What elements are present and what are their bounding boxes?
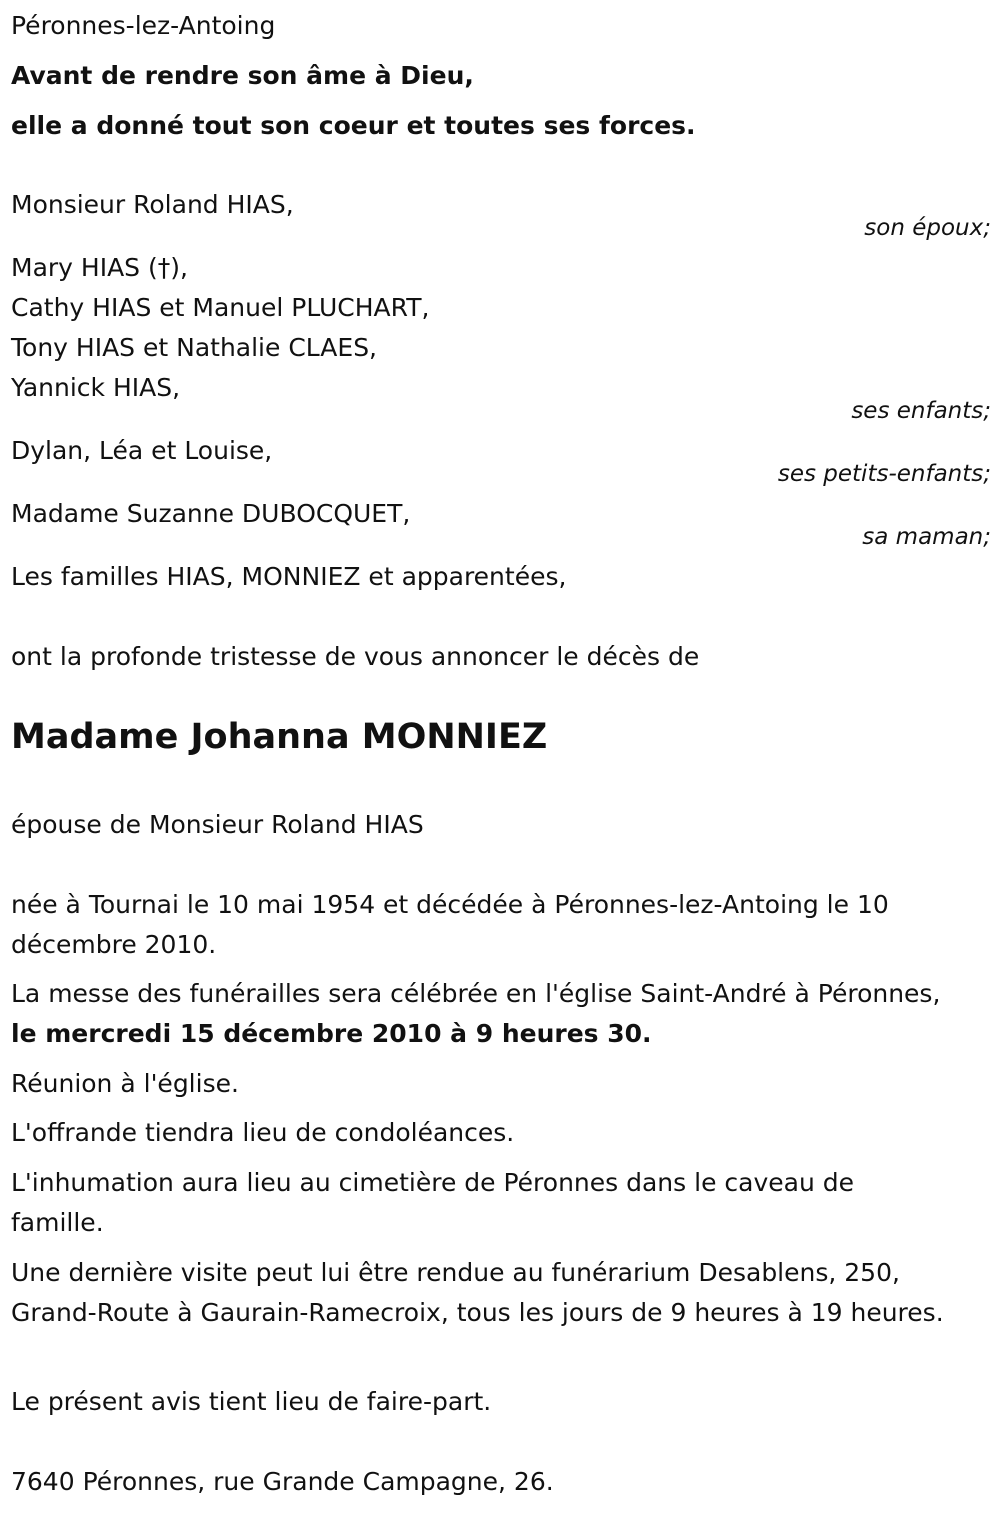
grandchildren-names: Dylan, Léa et Louise, [11, 436, 273, 465]
mass-date: le mercredi 15 décembre 2010 à 9 heures 30. [11, 1019, 652, 1048]
quote-line-2: elle a donné tout son coeur et toutes ses forces. [11, 111, 696, 140]
child-3: Tony HIAS et Nathalie CLAES, [11, 333, 378, 362]
child-2: Cathy HIAS et Manuel PLUCHART, [11, 293, 430, 322]
child-4: Yannick HIAS, [11, 373, 181, 402]
notice: Le présent avis tient lieu de faire-part. [11, 1387, 492, 1416]
spouse-of: épouse de Monsieur Roland HIAS [11, 810, 424, 839]
spouse-name: Monsieur Roland HIAS, [11, 190, 294, 219]
mother-role: sa maman; [862, 524, 991, 550]
quote-line-1: Avant de rendre son âme à Dieu, [11, 61, 474, 90]
children-role: ses enfants; [851, 398, 991, 424]
visit: Une dernière visite peut lui être rendue au funérarium Desablens, 250, Grand-Route à Gaurain-Ramecroix, tous les jours de 9 heures à 19 heures. [11, 1258, 944, 1327]
birth-death: née à Tournai le 10 mai 1954 et décédée à Péronnes-lez-Antoing le 10 décembre 2010. [11, 890, 889, 959]
spouse-role: son époux; [864, 215, 991, 241]
address: 7640 Péronnes, rue Grande Campagne, 26. [11, 1467, 554, 1496]
mother-name: Madame Suzanne DUBOCQUET, [11, 499, 411, 528]
families: Les familles HIAS, MONNIEZ et apparentées, [11, 562, 567, 591]
burial: L'inhumation aura lieu au cimetière de Péronnes dans le caveau de famille. [11, 1168, 854, 1237]
child-1: Mary HIAS (†), [11, 253, 188, 282]
offering: L'offrande tiendra lieu de condoléances. [11, 1118, 515, 1147]
deceased-name: Madame Johanna MONNIEZ [11, 717, 548, 757]
grandchildren-role: ses petits-enfants; [777, 461, 991, 487]
announcement: ont la profonde tristesse de vous annoncer le décès de [11, 642, 700, 671]
meeting: Réunion à l'église. [11, 1069, 239, 1098]
mass-text: La messe des funérailles sera célébrée en l'église Saint-André à Péronnes, [11, 979, 941, 1008]
place-header: Péronnes-lez-Antoing [11, 11, 276, 40]
